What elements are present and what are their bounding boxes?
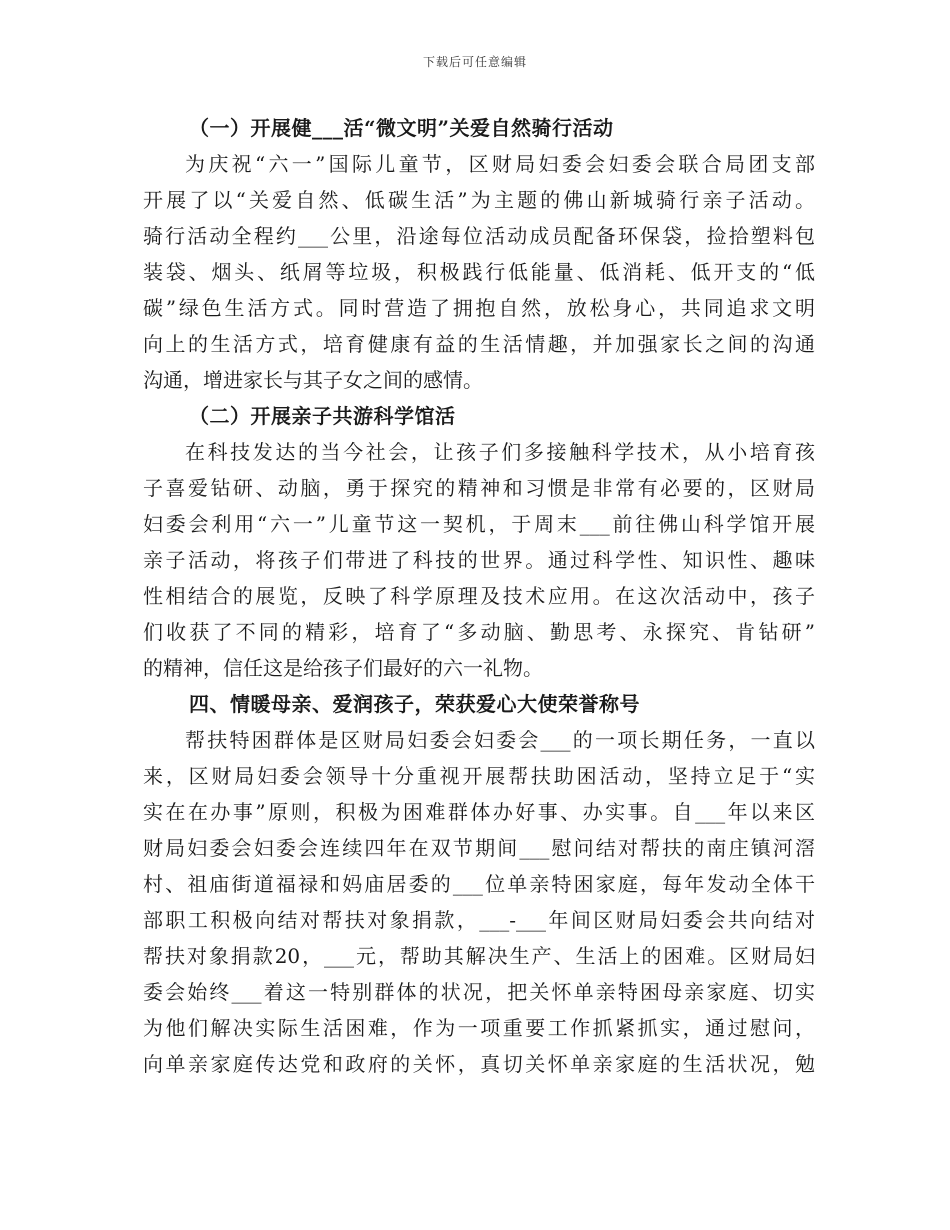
text-line: 在科技发达的当今社会，让孩子们多接触科学技术，从小培育孩 (185, 440, 815, 464)
text-line: 妇委会利用“六一”儿童节这一契机，于周末___前往佛山科学馆开展 (143, 512, 815, 536)
text-line: 帮扶对象捐款20，___元，帮助其解决生产、生活上的困难。区财局妇 (143, 944, 815, 968)
text-line: 子喜爱钻研、动脑，勇于探究的精神和习惯是非常有必要的，区财局 (143, 476, 815, 500)
section-heading-cycling: （一）开展健___活“微文明”关爱自然骑行活动 (189, 116, 614, 140)
text-line: 骑行活动全程约___公里，沿途每位活动成员配备环保袋，捡拾塑料包 (143, 224, 815, 248)
text-line: 向单亲家庭传达党和政府的关怀，真切关怀单亲家庭的生活状况，勉 (143, 1052, 815, 1076)
paragraph-science-museum (143, 434, 815, 686)
text-line: 亲子活动，将孩子们带进了科技的世界。通过科学性、知识性、趣味 (143, 548, 815, 572)
text-line: 性相结合的展览，反映了科学原理及技术应用。在这次活动中，孩子 (143, 584, 815, 608)
section-heading-care-mothers: 四、情暖母亲、爱润孩子，荣获爱心大使荣誉称号 (189, 692, 640, 716)
paragraph-care-mothers (143, 722, 815, 1082)
text-line: 装袋、烟头、纸屑等垃圾，积极践行低能量、低消耗、低开支的“低 (143, 260, 815, 284)
text-line: 为他们解决实际生活困难，作为一项重要工作抓紧抓实，通过慰问， (143, 1016, 815, 1040)
paragraph-cycling-activity (143, 146, 815, 398)
document-body (143, 110, 815, 1082)
text-line: 帮扶特困群体是区财局妇委会妇委会___的一项长期任务，一直以 (185, 728, 815, 752)
text-line: 沟通，增进家长与其子女之间的感情。 (143, 368, 483, 392)
text-line: 财局妇委会妇委会连续四年在双节期间___慰问结对帮扶的南庄镇河滘 (143, 836, 815, 860)
text-line: 的精神，信任这是给孩子们最好的六一礼物。 (143, 656, 543, 680)
text-line: 村、祖庙街道福禄和妈庙居委的___位单亲特困家庭，每年发动全体干 (143, 872, 815, 896)
page-header-note: 下载后可任意编辑 (422, 55, 527, 69)
text-line: 委会始终___着这一特别群体的状况，把关怀单亲特困母亲家庭、切实 (143, 980, 815, 1004)
text-line: 来，区财局妇委会领导十分重视开展帮扶助困活动，坚持立足于“实 (143, 764, 815, 788)
text-line: 实在在办事”原则，积极为困难群体办好事、办实事。自___年以来区 (143, 800, 815, 824)
text-line: 向上的生活方式，培育健康有益的生活情趣，并加强家长之间的沟通 (143, 332, 815, 356)
text-line: 开展了以“关爱自然、低碳生活”为主题的佛山新城骑行亲子活动。 (143, 188, 815, 212)
text-line: 碳”绿色生活方式。同时营造了拥抱自然，放松身心，共同追求文明 (143, 296, 815, 320)
section-heading-science-museum: （二）开展亲子共游科学馆活 (189, 404, 456, 428)
text-line: 部职工积极向结对帮扶对象捐款，___-___年间区财局妇委会共向结对 (143, 908, 815, 932)
text-line: 为庆祝“六一”国际儿童节，区财局妇委会妇委会联合局团支部 (185, 152, 815, 176)
text-line: 们收获了不同的精彩，培育了“多动脑、勤思考、永探究、肯钻研” (143, 620, 815, 644)
